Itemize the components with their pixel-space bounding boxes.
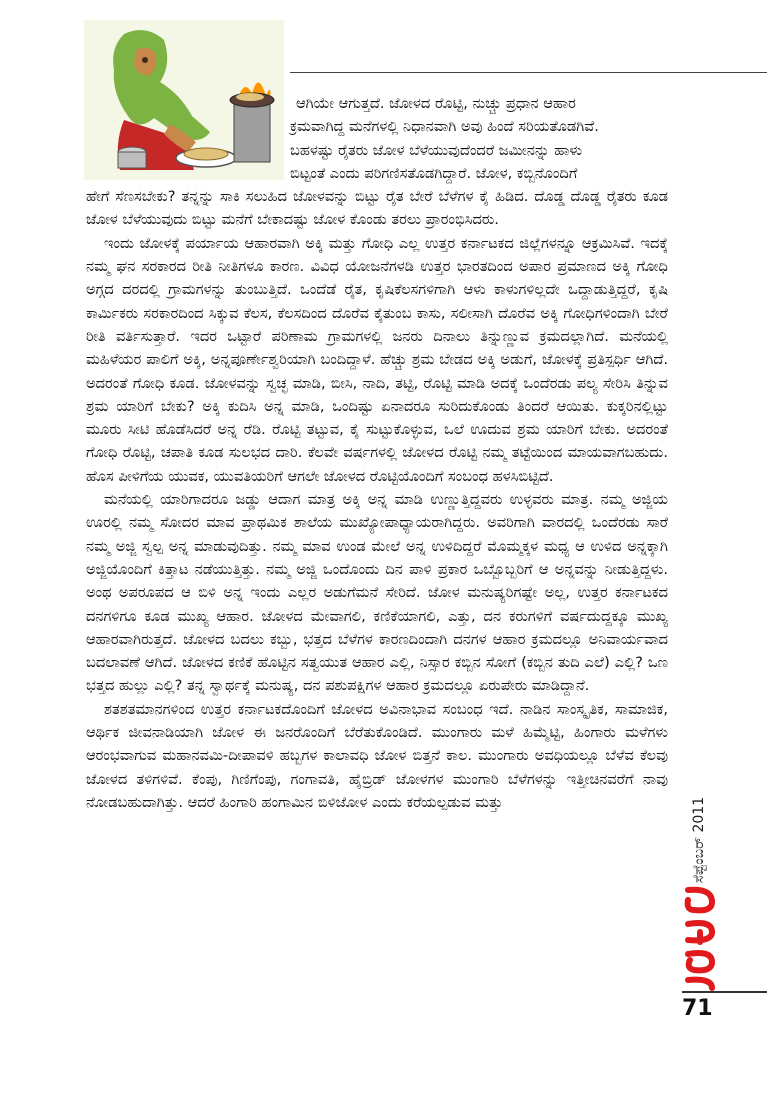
article-body: [86, 92, 668, 814]
page-number: 71: [682, 996, 713, 1021]
magazine-masthead-logo: [682, 880, 718, 995]
lead-line: ಕ್ರಮವಾಗಿದ್ದ ಮನೆಗಳಲ್ಲಿ ನಿಧಾನವಾಗಿ ಅವು ಹಿಂದೆ ಸರಿಯತೊಡಗಿವೆ.: [290, 118, 599, 136]
paragraph: ಇಂದು ಜೋಳಕ್ಕೆ ಪರ್ಯಾಯ ಆಹಾರವಾಗಿ ಅಕ್ಕಿ ಮತ್ತು ಗೋಧಿ ಎಲ್ಲ ಉತ್ತರ ಕರ್ನಾಟಕದ ಜಿಲ್ಲೆಗಳನ್ನೂ ಆಕ್ರಮಿಸಿವೆ. ಇದಕ್ಕೆ ನಮ್ಮ ಘನ ಸರಕಾರದ ರೀತಿ ನೀತಿಗಳೂ ಕಾರಣ. ವಿವಿಧ ಯೋಜನೆಗಳಡಿ ಉತ್ತರ ಭಾರತದಿಂದ ಅಪಾರ ಪ್ರಮಾಣದ ಅಕ್ಕಿ ಗೋಧಿ ಅಗ್ಗದ ದರದಲ್ಲಿ ಗ್ರಾಮಗಳನ್ನು ತುಂಬುತ್ತಿದೆ. ಒಂದೆಡೆ ರೈತ, ಕೃಷಿಕೆಲಸಗಳಿಗಾಗಿ ಆಳು ಕಾಳುಗಳಿಲ್ಲದೇ ಒದ್ದಾಡುತ್ತಿದ್ದರೆ, ಕೃಷಿ ಕಾರ್ಮಿಕರು ಸರಕಾರದಿಂದ ಸಿಕ್ಕುವ ಕೆಲಸ, ಕೆಲಸದಿಂದ ದೊರೆವ ಕೈತುಂಬ ಕಾಸು, ಸಲೀಸಾಗಿ ದೊರೆವ ಅಕ್ಕಿ ಗೋಧಿಗಳಿಂದಾಗಿ ಬೇರೆ ರೀತಿ ವರ್ತಿಸುತ್ತಾರೆ. ಇದರ ಒಟ್ಟಾರೆ ಪರಿಣಾಮ ಗ್ರಾಮಗಳಲ್ಲಿ ಜನರು ದಿನಾಲು ತಿನ್ನುಣ್ಣುವ ಕ್ರಮದಲ್ಲಾಗಿದೆ. ಮನೆಯಲ್ಲಿ ಮಹಿಳೆಯರ ಪಾಲಿಗೆ ಅಕ್ಕಿ, ಅನ್ನಪೂರ್ಣೇಶ್ವರಿಯಾಗಿ ಬಂದಿದ್ದಾಳೆ. ಹೆಚ್ಚು ಶ್ರಮ ಬೇಡದ ಅಕ್ಕಿ ಅಡುಗೆ, ಜೋಳಕ್ಕೆ ಪ್ರತಿಸ್ಪರ್ಧಿ ಆಗಿದೆ. ಅದರಂತೆ ಗೋಧಿ ಕೂಡ. ಜೋಳವನ್ನು ಸ್ವಚ್ಛ ಮಾಡಿ, ಬೀಸಿ, ನಾದಿ, ತಟ್ಟಿ, ರೊಟ್ಟಿ ಮಾಡಿ ಅದಕ್ಕೆ ಒಂದೆರಡು ಪಲ್ಯ ಸೇರಿಸಿ ತಿನ್ನುವ ಶ್ರಮ ಯಾರಿಗೆ ಬೇಕು? ಅಕ್ಕಿ ಕುದಿಸಿ ಅನ್ನ ಮಾಡಿ, ಒಂದಿಷ್ಟು ಏನಾದರೂ ಸುರಿದುಕೊಂಡು ತಿಂದರೆ ಆಯಿತು. ಕುಕ್ಕರಿನಲ್ಲಿಟ್ಟು ಮೂರು ಸೀಟಿ ಹೊಡೆಸಿದರೆ ಅನ್ನ ರೆಡಿ. ರೊಟ್ಟಿ ತಟ್ಟುವ, ಕೈ ಸುಟ್ಟುಕೊಳ್ಳುವ, ಒಲೆ ಊದುವ ಶ್ರಮ ಯಾರಿಗೆ ಬೇಕು. ಅದರಂತೆ ಗೋಧಿ ರೊಟ್ಟಿ, ಚಪಾತಿ ಕೂಡ ಸುಲಭದ ದಾರಿ. ಕೆಲವೇ ವರ್ಷಗಳಲ್ಲಿ ಜೋಳದ ರೊಟ್ಟಿ ನಮ್ಮ ತಟ್ಟೆಯಿಂದ ಮಾಯವಾಗಬಹುದು. ಹೊಸ ಪೀಳಿಗೆಯ ಯುವಕ, ಯುವತಿಯರಿಗೆ ಆಗಲೇ ಜೋಳದ ರೊಟ್ಟಿಯೊಂದಿಗೆ ಸಂಬಂಧ ಹಳಸಿಬಿಟ್ಟಿದೆ.: [86, 234, 668, 485]
top-rule: [290, 72, 767, 73]
issue-date-text: ಸೆಪ್ಟೆಂಬರ್ 2011: [691, 796, 707, 884]
lead-line: ಬಿಟ್ಟಂತೆ ಎಂದು ಪರಿಗಣಿಸತೊಡಗಿದ್ದಾರೆ. ಜೋಳ, ಕಬ್ಬಿನೊಂದಿಗೆ: [290, 164, 578, 182]
lead-line: ಆಗಿಯೇ ಆಗುತ್ತದೆ. ಜೋಳದ ರೊಟ್ಟಿ, ನುಚ್ಚು ಪ್ರಧಾನ ಆಹಾರ: [296, 95, 576, 112]
paragraph: ಹೇಗೆ ಸೆಣಸಬೇಕು? ತನ್ನನ್ನು ಸಾಕಿ ಸಲುಹಿದ ಜೋಳವನ್ನು ಬಿಟ್ಟು ರೈತ ಬೇರೆ ಬೆಳೆಗಳ ಕೈ ಹಿಡಿದ. ದೊಡ್ಡ ದೊಡ್ಡ ರೈತರು ಕೂಡ ಜೋಳ ಬೆಳೆಯುವುದು ಬಿಟ್ಟು ಮನೆಗೆ ಬೇಕಾದಷ್ಟು ಜೋಳ ಕೊಂಡು ತರಲು ಪ್ರಾರಂಭಿಸಿದರು.: [86, 188, 668, 229]
paragraph: ಮನೆಯಲ್ಲಿ ಯಾರಿಗಾದರೂ ಜಡ್ಡು ಆದಾಗ ಮಾತ್ರ ಅಕ್ಕಿ ಅನ್ನ ಮಾಡಿ ಉಣ್ಣುತ್ತಿದ್ದವರು ಉಳ್ಳವರು ಮಾತ್ರ. ನಮ್ಮ ಅಜ್ಜಿಯ ಊರಲ್ಲಿ ನಮ್ಮ ಸೋದರ ಮಾವ ಪ್ರಾಥಮಿಕ ಶಾಲೆಯ ಮುಖ್ಯೋಪಾಧ್ಯಾಯರಾಗಿದ್ದರು. ಅವರಿಗಾಗಿ ವಾರದಲ್ಲಿ ಒಂದೆರಡು ಸಾರೆ ನಮ್ಮ ಅಜ್ಜಿ ಸ್ವಲ್ಪ ಅನ್ನ ಮಾಡುವುದಿತ್ತು. ನಮ್ಮ ಮಾವ ಉಂಡ ಮೇಲೆ ಅನ್ನ ಉಳಿದಿದ್ದರೆ ಮೊಮ್ಮಕ್ಕಳ ಮಧ್ಯ ಆ ಉಳಿದ ಅನ್ನಕ್ಕಾಗಿ ಅಜ್ಜಿಯೊಂದಿಗೆ ಕಿತ್ತಾಟ ನಡೆಯುತ್ತಿತ್ತು. ನಮ್ಮ ಅಜ್ಜಿ ಒಂದೊಂದು ದಿನ ಪಾಳಿ ಪ್ರಕಾರ ಒಬ್ಬೊಬ್ಬರಿಗೆ ಆ ಅನ್ನವನ್ನು ನೀಡುತ್ತಿದ್ದಳು. ಅಂಥ ಅಪರೂಪದ ಆ ಬಿಳಿ ಅನ್ನ ಇಂದು ಎಲ್ಲರ ಅಡುಗೆಮನೆ ಸೇರಿದೆ. ಜೋಳ ಮನುಷ್ಯರಿಗಷ್ಟೇ ಅಲ್ಲ, ಉತ್ತರ ಕರ್ನಾಟಕದ ದನಗಳಿಗೂ ಕೂಡ ಮುಖ್ಯ ಆಹಾರ. ಜೋಳದ ಮೇವಾಗಲಿ, ಕಣಿಕೆಯಾಗಲಿ, ಎತ್ತು, ದನ ಕರುಗಳಿಗೆ ವರ್ಷದುದ್ದಕ್ಕೂ ಮುಖ್ಯ ಆಹಾರವಾಗಿರುತ್ತದೆ. ಜೋಳದ ಬದಲು ಕಬ್ಬು, ಭತ್ತದ ಬೆಳೆಗಳ ಕಾರಣದಿಂದಾಗಿ ದನಗಳ ಆಹಾರ ಕ್ರಮದಲ್ಲೂ ಅನಿವಾರ್ಯವಾದ ಬದಲಾವಣೆ ಆಗಿದೆ. ಜೋಳದ ಕಣಿಕೆ ಹೊಟ್ಟಿನ ಸತ್ವಯುತ ಆಹಾರ ಎಲ್ಲಿ, ನಿಸ್ಸಾರ ಕಬ್ಬಿನ ಸೋಗೆ (ಕಬ್ಬಿನ ತುದಿ ಎಲೆ) ಎಲ್ಲಿ? ಒಣ ಭತ್ತದ ಹುಲ್ಲು ಎಲ್ಲಿ? ತನ್ನ ಸ್ವಾರ್ಥಕ್ಕೆ ಮನುಷ್ಯ, ದನ ಪಶುಪಕ್ಷಿಗಳ ಆಹಾರ ಕ್ರಮದಲ್ಲೂ ಏರುಪೇರು ಮಾಡಿದ್ದಾನೆ.: [86, 491, 668, 695]
footer-rule: [682, 991, 767, 993]
lead-line: ಬಹಳಷ್ಟು ರೈತರು ಜೋಳ ಬೆಳೆಯುವುದೆಂದರೆ ಜಮೀನನ್ನು ಹಾಳು: [290, 141, 583, 159]
paragraph: ಶತಶತಮಾನಗಳಿಂದ ಉತ್ತರ ಕರ್ನಾಟಕದೊಂದಿಗೆ ಜೋಳದ ಅವಿನಾಭಾವ ಸಂಬಂಧ ಇದೆ. ನಾಡಿನ ಸಾಂಸ್ಕೃತಿಕ, ಸಾಮಾಜಿಕ, ಆರ್ಥಿಕ ಜೀವನಾಡಿಯಾಗಿ ಜೋಳ ಈ ಜನರೊಂದಿಗೆ ಬೆರೆತುಕೊಂಡಿದೆ. ಮುಂಗಾರು ಮಳೆ ಹಿಮ್ಮೆಟ್ಟಿ, ಹಿಂಗಾರು ಮಳೆಗಳು ಆರಂಭವಾಗುವ ಮಹಾನವಮಿ-ದೀಪಾವಳಿ ಹಬ್ಬಗಳ ಕಾಲಾವಧಿ ಜೋಳ ಬಿತ್ತನೆ ಕಾಲ. ಮುಂಗಾರು ಅವಧಿಯಲ್ಲೂ ಬೆಳೆವ ಕೆಲವು ಜೋಳದ ತಳಿಗಳಿವೆ. ಕೆಂಪು, ಗಿಣಿಗೆಂಪು, ಗಂಗಾವತಿ, ಹೈಬ್ರಿಡ್ ಜೋಳಗಳ ಮುಂಗಾರಿ ಬೆಳೆಗಳನ್ನು ಇತ್ತೀಚಿನವರೆಗೆ ನಾವು ನೋಡಬಹುದಾಗಿತ್ತು. ಆದರೆ ಹಿಂಗಾರಿ ಹಂಗಾಮಿನ ಬಿಳಿಜೋಳ ಎಂದು ಕರೆಯಲ್ಪಡುವ ಮತ್ತು: [86, 700, 668, 811]
